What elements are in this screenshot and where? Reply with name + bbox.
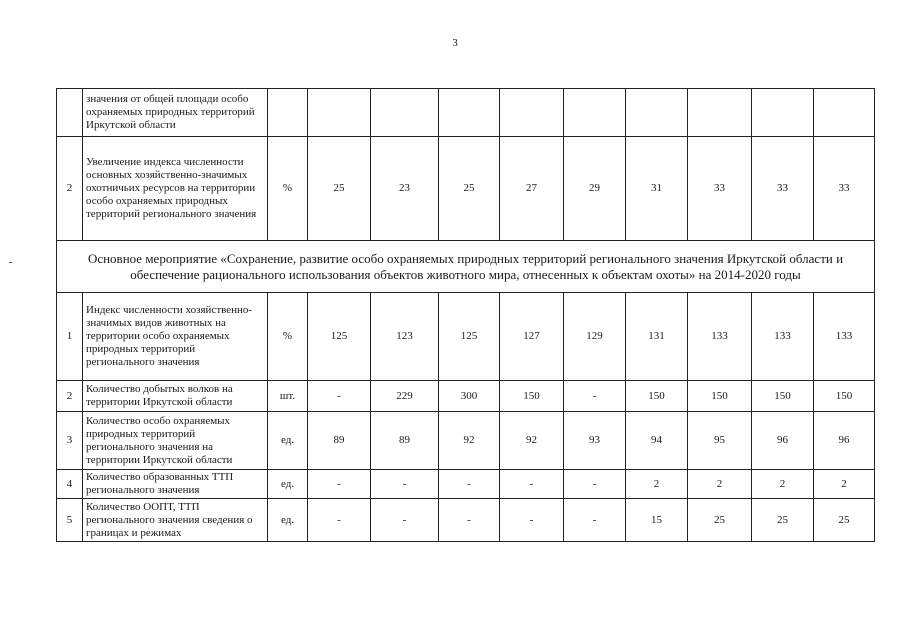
value-cell: - (439, 470, 500, 499)
unit-cell: ед. (268, 470, 308, 499)
value-cell (814, 89, 875, 137)
value-cell: - (308, 470, 371, 499)
value-cell: 93 (564, 412, 626, 470)
indicator-name-cell: Увеличение индекса численности основных хозяйственно-значимых охотничьих ресурсов на территории особо охраняемых природных территорий регионального значения (83, 137, 268, 241)
value-cell: 25 (308, 137, 371, 241)
unit-cell: шт. (268, 381, 308, 412)
value-cell: 25 (752, 499, 814, 542)
value-cell (439, 89, 500, 137)
value-cell: 125 (439, 293, 500, 381)
value-cell (626, 89, 688, 137)
value-cell: 33 (814, 137, 875, 241)
table-row (57, 381, 875, 412)
value-cell: 33 (688, 137, 752, 241)
value-cell (688, 89, 752, 137)
row-number-cell: 2 (57, 137, 83, 241)
row-number-cell: 4 (57, 470, 83, 499)
value-cell: 133 (814, 293, 875, 381)
value-cell: - (500, 470, 564, 499)
value-cell: 2 (752, 470, 814, 499)
value-cell (308, 89, 371, 137)
value-cell: - (371, 499, 439, 542)
value-cell: 150 (814, 381, 875, 412)
table-body-bottom (57, 293, 875, 542)
section-row (57, 241, 875, 293)
value-cell: 23 (371, 137, 439, 241)
value-cell: 2 (814, 470, 875, 499)
value-cell: 150 (752, 381, 814, 412)
row-number-cell: 5 (57, 499, 83, 542)
unit-cell: % (268, 137, 308, 241)
value-cell: 150 (626, 381, 688, 412)
unit-cell: ед. (268, 412, 308, 470)
value-cell: 131 (626, 293, 688, 381)
value-cell: 133 (688, 293, 752, 381)
value-cell: 89 (371, 412, 439, 470)
value-cell: 123 (371, 293, 439, 381)
value-cell (371, 89, 439, 137)
table-body-top (57, 89, 875, 241)
value-cell: 92 (439, 412, 500, 470)
value-cell: 2 (688, 470, 752, 499)
unit-cell: % (268, 293, 308, 381)
value-cell: 15 (626, 499, 688, 542)
row-number-cell (57, 89, 83, 137)
unit-cell (268, 89, 308, 137)
value-cell: 2 (626, 470, 688, 499)
value-cell: 133 (752, 293, 814, 381)
value-cell: 31 (626, 137, 688, 241)
margin-mark (9, 262, 12, 263)
value-cell: 89 (308, 412, 371, 470)
value-cell: 27 (500, 137, 564, 241)
page-number: 3 (452, 37, 458, 49)
row-number-cell: 3 (57, 412, 83, 470)
unit-cell: ед. (268, 499, 308, 542)
value-cell: 150 (500, 381, 564, 412)
value-cell: - (564, 499, 626, 542)
table-row (57, 499, 875, 542)
table-row (57, 137, 875, 241)
value-cell: 96 (752, 412, 814, 470)
value-cell: - (439, 499, 500, 542)
value-cell: - (308, 381, 371, 412)
value-cell: 300 (439, 381, 500, 412)
value-cell: - (564, 470, 626, 499)
value-cell: 33 (752, 137, 814, 241)
section-title: Основное мероприятие «Сохранение, развитие особо охраняемых природных территорий регионального значения Иркутской области и обеспечение рационального использования объектов животного мира, отнесенных к объектам охоты» на 2014-2020 годы (57, 241, 875, 293)
value-cell: 229 (371, 381, 439, 412)
indicator-name-cell: значения от общей площади особо охраняемых природных территорий Иркутской области (83, 89, 268, 137)
indicator-name-cell: Индекс численности хозяйственно-значимых видов животных на территории особо охраняемых природных территорий регионального значения (83, 293, 268, 381)
value-cell: 127 (500, 293, 564, 381)
value-cell: 129 (564, 293, 626, 381)
value-cell: 95 (688, 412, 752, 470)
value-cell: - (500, 499, 564, 542)
row-number-cell: 2 (57, 381, 83, 412)
table-section (57, 241, 875, 293)
value-cell (564, 89, 626, 137)
indicator-name-cell: Количество ООПТ, ТТП регионального значения сведения о границах и режимах (83, 499, 268, 542)
indicator-name-cell: Количество образованных ТТП регионального значения (83, 470, 268, 499)
table-row (57, 470, 875, 499)
value-cell: - (308, 499, 371, 542)
table-row (57, 293, 875, 381)
table-row (57, 412, 875, 470)
value-cell: 94 (626, 412, 688, 470)
value-cell: 150 (688, 381, 752, 412)
indicator-name-cell: Количество добытых волков на территории Иркутской области (83, 381, 268, 412)
value-cell: 25 (439, 137, 500, 241)
indicator-name-cell: Количество особо охраняемых природных территорий регионального значения на территории Иркутской области (83, 412, 268, 470)
value-cell (752, 89, 814, 137)
value-cell: 96 (814, 412, 875, 470)
value-cell: - (371, 470, 439, 499)
table-row (57, 89, 875, 137)
value-cell: - (564, 381, 626, 412)
value-cell (500, 89, 564, 137)
value-cell: 25 (814, 499, 875, 542)
value-cell: 125 (308, 293, 371, 381)
value-cell: 29 (564, 137, 626, 241)
value-cell: 25 (688, 499, 752, 542)
row-number-cell: 1 (57, 293, 83, 381)
value-cell: 92 (500, 412, 564, 470)
indicators-table (56, 88, 875, 542)
